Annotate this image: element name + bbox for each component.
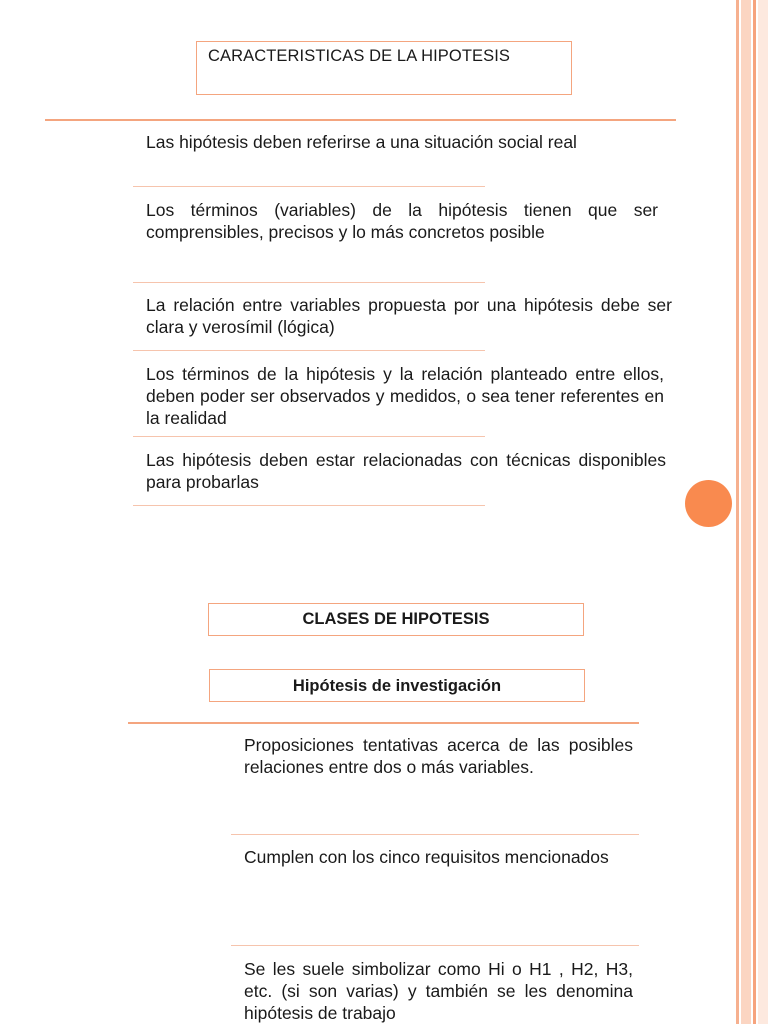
class-item-2: Cumplen con los cinco requisitos mencionados [244,847,609,867]
class-item-3: Se les suele simbolizar como Hi o H1 , H2, H3, etc. (si son varias) y también se les denomina hipótesis de trabajo [244,959,633,1023]
item-divider [133,505,485,506]
characteristics-title: CARACTERISTICAS DE LA HIPOTESIS [196,41,572,95]
research-hypothesis-subtitle: Hipótesis de investigación [209,669,585,702]
decorative-stripe [753,0,756,1024]
section-divider [45,119,676,121]
item-divider [133,282,485,283]
characteristic-item-1: Las hipótesis deben referirse a una situación social real [146,132,577,152]
characteristic-item-2: Los términos (variables) de la hipótesis tienen que ser comprensibles, precisos y lo más concretos posible [146,200,658,242]
decorative-stripe [736,0,739,1024]
item-divider [231,834,639,835]
characteristic-item-5: Las hipótesis deben estar relacionadas con técnicas disponibles para probarlas [146,450,666,492]
item-divider [133,436,485,437]
decorative-stripe [741,0,751,1024]
characteristic-item-4: Los términos de la hipótesis y la relación planteado entre ellos, deben poder ser observados y medidos, o sea tener referentes en la realidad [146,364,664,428]
characteristic-item-3: La relación entre variables propuesta por una hipótesis debe ser clara y verosímil (lógica) [146,295,672,337]
decorative-stripe [758,0,768,1024]
item-divider [133,350,485,351]
orange-circle-decoration [685,480,732,527]
classes-title: CLASES DE HIPOTESIS [208,603,584,636]
section-divider [128,722,639,724]
class-item-1: Proposiciones tentativas acerca de las posibles relaciones entre dos o más variables. [244,735,633,777]
item-divider [133,186,485,187]
item-divider [231,945,639,946]
